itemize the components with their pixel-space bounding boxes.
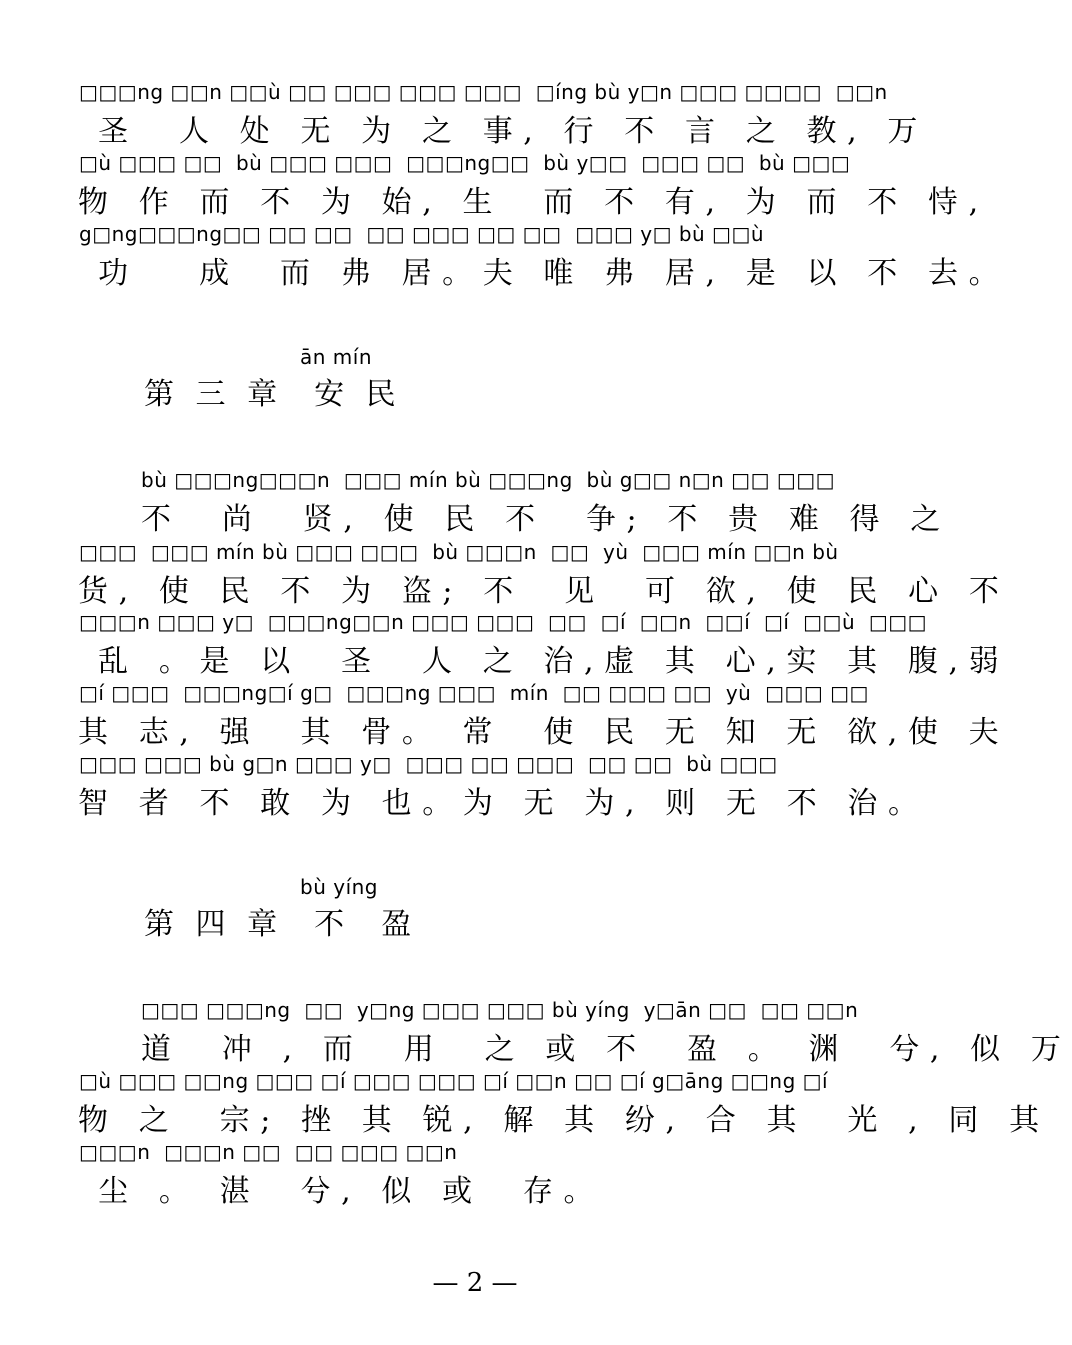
pinyin-line: g□ng□□□ng□□ □□ □□ □□ □□□ □□ □□ □□□ y□ bù □□ù [79,222,765,246]
pinyin-line: □ù □□□ □□ng □□□ □í □□□ □□□ □í □□n □□ □í g□āng □□ng □í [79,1069,829,1093]
pinyin-line: □ù □□□ □□ bù □□□ □□□ □□□ng□□ bù y□□ □□□ □□ bù □□□ [79,151,851,175]
heading-pinyin: bù yíng [300,875,378,899]
hanzi-line: 物 作 而 不 为 始, 生 而 不 有, 为 而 不 恃, [78,185,989,220]
pinyin-line: □í □□□ □□□ng□í g□ □□□ng □□□ mín □□ □□□ □□ yù □□□ □□ [79,681,869,705]
hanzi-line: 圣 人 处 无 为 之 事, 行 不 言 之 教, 万 [78,114,928,149]
hanzi-line: 尘 。 湛 兮, 似 或 存。 [78,1174,605,1209]
hanzi-line: 物 之 宗; 挫 其 锐, 解 其 纷, 合 其 光 , 同 其 [78,1103,1050,1138]
hanzi-line: 智 者 不 敢 为 也。为 无 为, 则 无 不 治。 [78,786,929,821]
heading-title: 第 四 章 不 盈 [144,907,418,942]
hanzi-line: 功 成 而 弗 居。夫 唯 弗 居, 是 以 不 去。 [78,256,1010,291]
hanzi-line: 道 冲 , 而 用 之 或 不 盈 。 渊 兮, 似 万 [141,1032,1072,1067]
pinyin-line: □□□ □□□ bù g□n □□□ y□ □□□ □□ □□□ □□ □□ bù □□□ [79,752,778,776]
pinyin-line: □□□n □□□n □□ □□ □□□ □□n [79,1140,458,1164]
pinyin-line: bù □□□ng□□□n □□□ mín bù □□□ng bù g□□ n□n □□ □□□ [141,468,836,492]
page-number: — 2 — [432,1268,518,1298]
pinyin-line: □□□ □□□ng □□ y□ng □□□ □□□ bù yíng y□ān □□ □□ □□n [141,998,859,1022]
pinyin-line: □□□ □□□ mín bù □□□ □□□ bù □□□n □□ yù □□□ mín □□n bù [79,540,839,564]
hanzi-line: 乱 。是 以 圣 人 之 治,虚 其 心,实 其 腹,弱 [78,644,1010,679]
hanzi-line: 货, 使 民 不 为 盗; 不 见 可 欲, 使 民 心 不 [78,574,1010,609]
heading-pinyin: ān mín [300,345,373,369]
pinyin-line: □□□ng □□n □□ù □□ □□□ □□□ □□□ □íng bù y□n □□□ □□□□ □□n [79,80,888,104]
heading-title: 第 三 章 安 民 [144,377,402,412]
hanzi-line: 不 尚 贤, 使 民 不 争; 不 贵 难 得 之 [141,502,951,537]
pinyin-line: □□□n □□□ y□ □□□ng□□n □□□ □□□ □□ □í □□n □□í □í □□ù □□□ [79,610,928,634]
hanzi-line: 其 志, 强 其 骨。 常 使 民 无 知 无 欲,使 夫 [78,715,1010,750]
